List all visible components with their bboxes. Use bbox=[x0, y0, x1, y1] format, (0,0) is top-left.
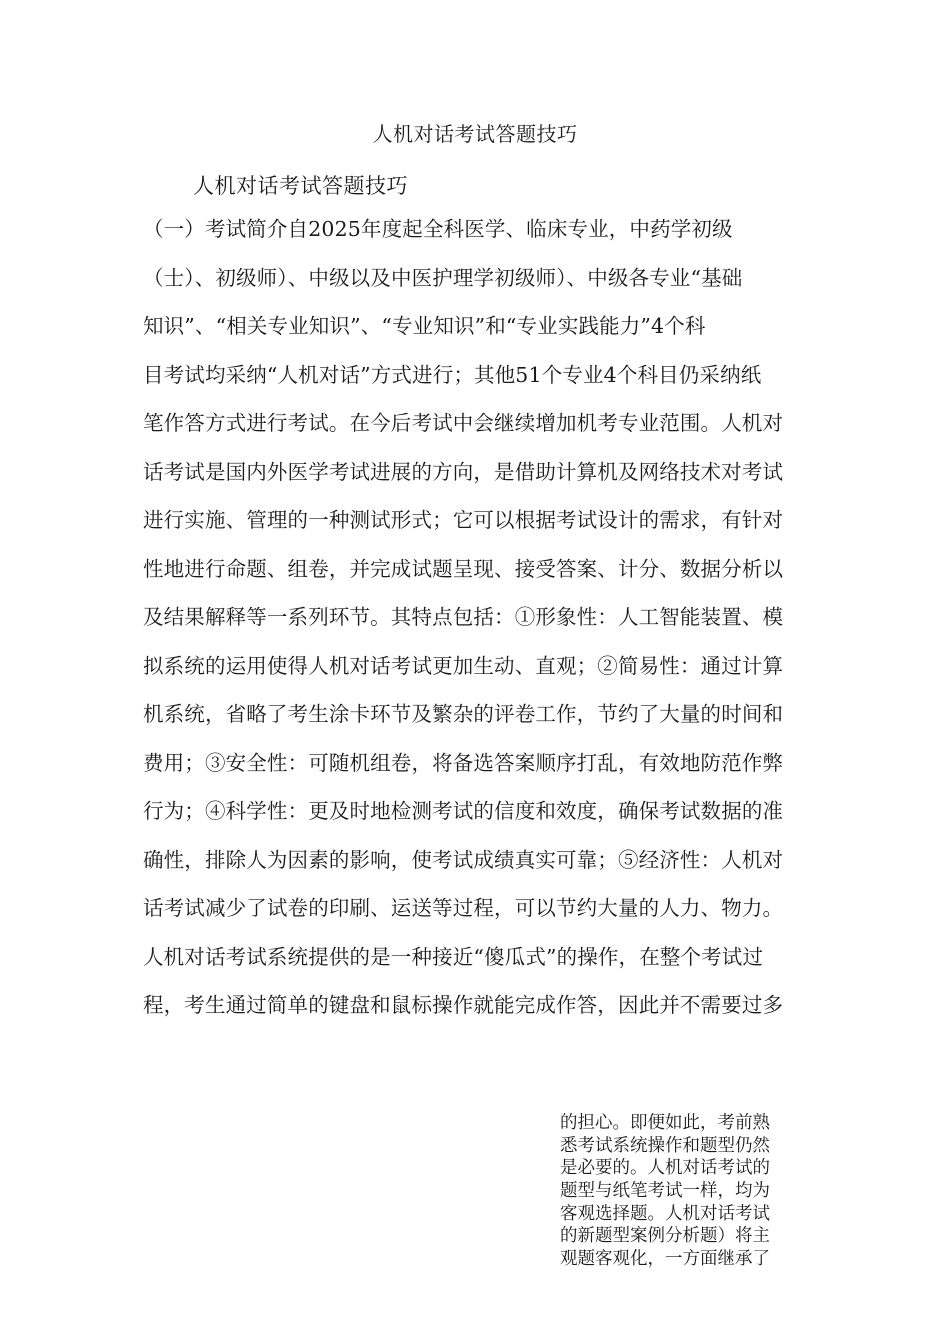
body-line: 笔作答方式进行考试。在今后考试中会继续增加机考专业范围。人机对 bbox=[143, 411, 784, 435]
body-line: 确性，排除人为因素的影响，使考试成绩真实可靠；⑤经济性：人机对 bbox=[143, 847, 784, 872]
side-line: 观题客观化，一方面继承了 bbox=[560, 1249, 770, 1270]
body-line: 话考试是国内外医学考试进展的方向，是借助计算机及网络技术对考试 bbox=[143, 459, 784, 484]
body-line: 程，考生通过简单的键盘和鼠标操作就能完成作答，因此并不需要过多 bbox=[143, 993, 784, 1017]
body-text bbox=[143, 213, 823, 1038]
body-line: （一）考试简介自2025年度起全科医学、临床专业，中药学初级 bbox=[143, 217, 733, 241]
document-title: 人机对话考试答题技巧 bbox=[372, 122, 578, 146]
body-line: 进行实施、管理的一种测试形式；它可以根据考试设计的需求，有针对 bbox=[143, 508, 784, 532]
body-line: 行为；④科学性：更及时地检测考试的信度和效度，确保考试数据的准 bbox=[143, 799, 784, 823]
body-line: 费用；③安全性：可随机组卷，将备选答案顺序打乱，有效地防范作弊 bbox=[143, 750, 784, 775]
side-text-column bbox=[560, 1112, 820, 1271]
body-line: 话考试减少了试卷的印刷、运送等过程，可以节约大量的人力、物力。 bbox=[143, 896, 784, 920]
side-line: 是必要的。人机对话考试的 bbox=[560, 1158, 770, 1179]
side-line: 客观选择题。人机对话考试 bbox=[560, 1203, 770, 1224]
body-line: 性地进行命题、组卷，并完成试题呈现、接受答案、计分、数据分析以 bbox=[143, 556, 784, 581]
body-line: 人机对话考试系统提供的是一种接近“傻瓜式”的操作，在整个考试过 bbox=[143, 944, 764, 969]
body-line: （士）、初级师）、中级以及中医护理学初级师）、中级各专业“基础 bbox=[143, 265, 743, 290]
body-line: 目考试均采纳“人机对话”方式进行；其他51个专业4个科目仍采纳纸 bbox=[143, 362, 762, 387]
document-subtitle: 人机对话考试答题技巧 bbox=[193, 174, 408, 198]
body-line: 机系统，省略了考生涂卡环节及繁杂的评卷工作，节约了大量的时间和 bbox=[143, 702, 784, 726]
side-line: 的新题型案例分析题）将主 bbox=[560, 1226, 770, 1247]
side-line: 悉考试系统操作和题型仍然 bbox=[560, 1135, 770, 1156]
body-line: 知识”、“相关专业知识”、“专业知识”和“专业实践能力”4个科 bbox=[143, 314, 706, 338]
side-line: 题型与纸笔考试一样，均为 bbox=[560, 1181, 770, 1202]
body-line: 及结果解释等一系列环节。其特点包括：①形象性：人工智能装置、模 bbox=[143, 605, 784, 629]
side-line: 的担心。即便如此，考前熟 bbox=[560, 1113, 770, 1133]
body-line: 拟系统的运用使得人机对话考试更加生动、直观；②简易性：通过计算 bbox=[143, 653, 784, 678]
